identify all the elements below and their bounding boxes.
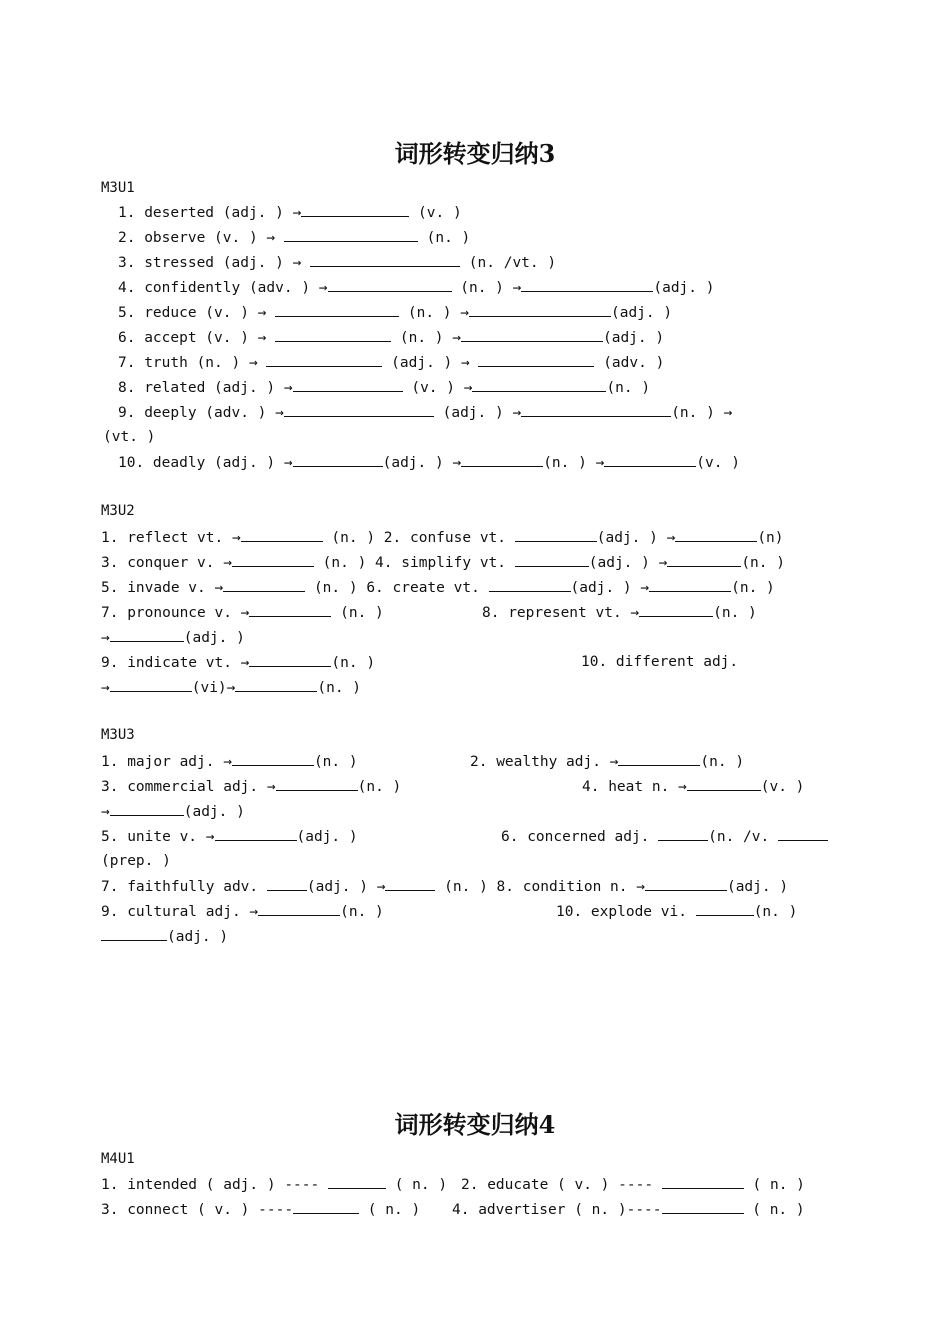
section-label-m4u1: M4U1 [101,1151,135,1167]
exercise-line: 2. observe (v. ) → (n. ) [118,230,471,246]
answer-blank[interactable] [101,927,167,941]
exercise-line: (prep. ) [101,853,171,869]
answer-blank[interactable] [521,403,671,417]
answer-blank[interactable] [461,453,543,467]
answer-blank[interactable] [310,253,460,267]
answer-blank[interactable] [667,553,741,567]
answer-blank[interactable] [215,827,297,841]
answer-blank[interactable] [232,553,314,567]
answer-blank[interactable] [515,553,589,567]
answer-blank[interactable] [472,378,606,392]
answer-blank[interactable] [258,902,340,916]
exercise-line: 3. connect ( v. ) ---- ( n. ) [101,1202,421,1218]
exercise-line: 10. different adj. [581,654,739,670]
exercise-line: (vt. ) [103,429,156,445]
answer-blank[interactable] [489,578,571,592]
answer-blank[interactable] [276,777,358,791]
answer-blank[interactable] [469,303,611,317]
exercise-line: 2. wealthy adj. → (n. ) [470,754,745,770]
exercise-line: 6. accept (v. ) → (n. ) → (adj. ) [118,330,665,346]
answer-blank[interactable] [110,628,184,642]
answer-blank[interactable] [687,777,761,791]
answer-blank[interactable] [301,203,409,217]
answer-blank[interactable] [778,827,828,841]
answer-blank[interactable] [267,877,307,891]
exercise-line: 1. intended ( adj. ) ---- ( n. ) [101,1177,448,1193]
answer-blank[interactable] [275,303,399,317]
answer-blank[interactable] [223,578,305,592]
exercise-line: 7. truth (n. ) → (adj. ) → (adv. ) [118,355,665,371]
exercise-line: 4. heat n. → (v. ) [582,779,805,795]
exercise-line: 1. deserted (adj. ) → (v. ) [118,205,462,221]
answer-blank[interactable] [249,603,331,617]
exercise-line: 5. reduce (v. ) → (n. ) → (adj. ) [118,305,673,321]
answer-blank[interactable] [645,877,727,891]
page-title-3: 词形转变归纳3 [394,139,556,168]
answer-blank[interactable] [284,403,434,417]
exercise-line: 1. major adj. → (n. ) [101,754,358,770]
answer-blank[interactable] [249,653,331,667]
answer-blank[interactable] [284,228,418,242]
exercise-line: 10. explode vi. (n. ) [556,904,798,920]
answer-blank[interactable] [618,752,700,766]
exercise-line: 9. deeply (adv. ) → (adj. ) → (n. ) → [118,405,733,421]
answer-blank[interactable] [658,827,708,841]
answer-blank[interactable] [461,328,603,342]
answer-blank[interactable] [385,877,435,891]
section-label-m3u1: M3U1 [101,180,135,196]
answer-blank[interactable] [515,528,597,542]
answer-blank[interactable] [266,353,382,367]
exercise-line: 3. stressed (adj. ) → (n. /vt. ) [118,255,557,271]
answer-blank[interactable] [662,1200,744,1214]
exercise-line: 4. advertiser ( n. )---- ( n. ) [452,1202,805,1218]
answer-blank[interactable] [649,578,731,592]
section-label-m3u3: M3U3 [101,727,135,743]
answer-blank[interactable] [696,902,754,916]
exercise-line: → (vi)→ (n. ) [101,680,362,696]
exercise-line: 4. confidently (adv. ) → (n. ) → (adj. ) [118,280,715,296]
answer-blank[interactable] [328,1175,386,1189]
exercise-line: 8. related (adj. ) → (v. ) → (n. ) [118,380,651,396]
exercise-line: 3. conquer v. → (n. ) 4. simplify vt. (adj. ) → (n. ) [101,555,785,571]
exercise-line: 5. unite v. → (adj. ) [101,829,358,845]
answer-blank[interactable] [662,1175,744,1189]
answer-blank[interactable] [293,378,403,392]
exercise-line: 9. cultural adj. → (n. ) [101,904,384,920]
exercise-line: → (adj. ) [101,804,245,820]
answer-blank[interactable] [639,603,713,617]
exercise-line: 8. represent vt. → (n. ) [482,605,757,621]
section-label-m3u2: M3U2 [101,503,135,519]
answer-blank[interactable] [675,528,757,542]
answer-blank[interactable] [241,528,323,542]
exercise-line: 5. invade v. → (n. ) 6. create vt. (adj. ) → (n. ) [101,580,775,596]
answer-blank[interactable] [521,278,653,292]
exercise-line: 7. pronounce v. → (n. ) [101,605,384,621]
answer-blank[interactable] [328,278,452,292]
page-title-4: 词形转变归纳4 [394,1110,556,1139]
answer-blank[interactable] [110,678,192,692]
answer-blank[interactable] [235,678,317,692]
answer-blank[interactable] [275,328,391,342]
answer-blank[interactable] [604,453,696,467]
exercise-line: 9. indicate vt. → (n. ) [101,655,376,671]
answer-blank[interactable] [232,752,314,766]
exercise-line: 6. concerned adj. (n. /v. [501,827,828,846]
exercise-line: 10. deadly (adj. ) → (adj. ) → (n. ) → (v. ) [118,455,740,471]
answer-blank[interactable] [478,353,594,367]
exercise-line: 1. reflect vt. → (n. ) 2. confuse vt. (adj. ) → (n) [101,530,784,546]
answer-blank[interactable] [110,802,184,816]
exercise-line: 2. educate ( v. ) ---- ( n. ) [461,1177,805,1193]
answer-blank[interactable] [293,453,383,467]
exercise-line: 3. commercial adj. → (n. ) [101,779,402,795]
exercise-line: (adj. ) [101,927,228,946]
exercise-line: 7. faithfully adv. (adj. ) → (n. ) 8. condition n. → (adj. ) [101,879,789,895]
exercise-line: → (adj. ) [101,630,245,646]
answer-blank[interactable] [293,1200,359,1214]
